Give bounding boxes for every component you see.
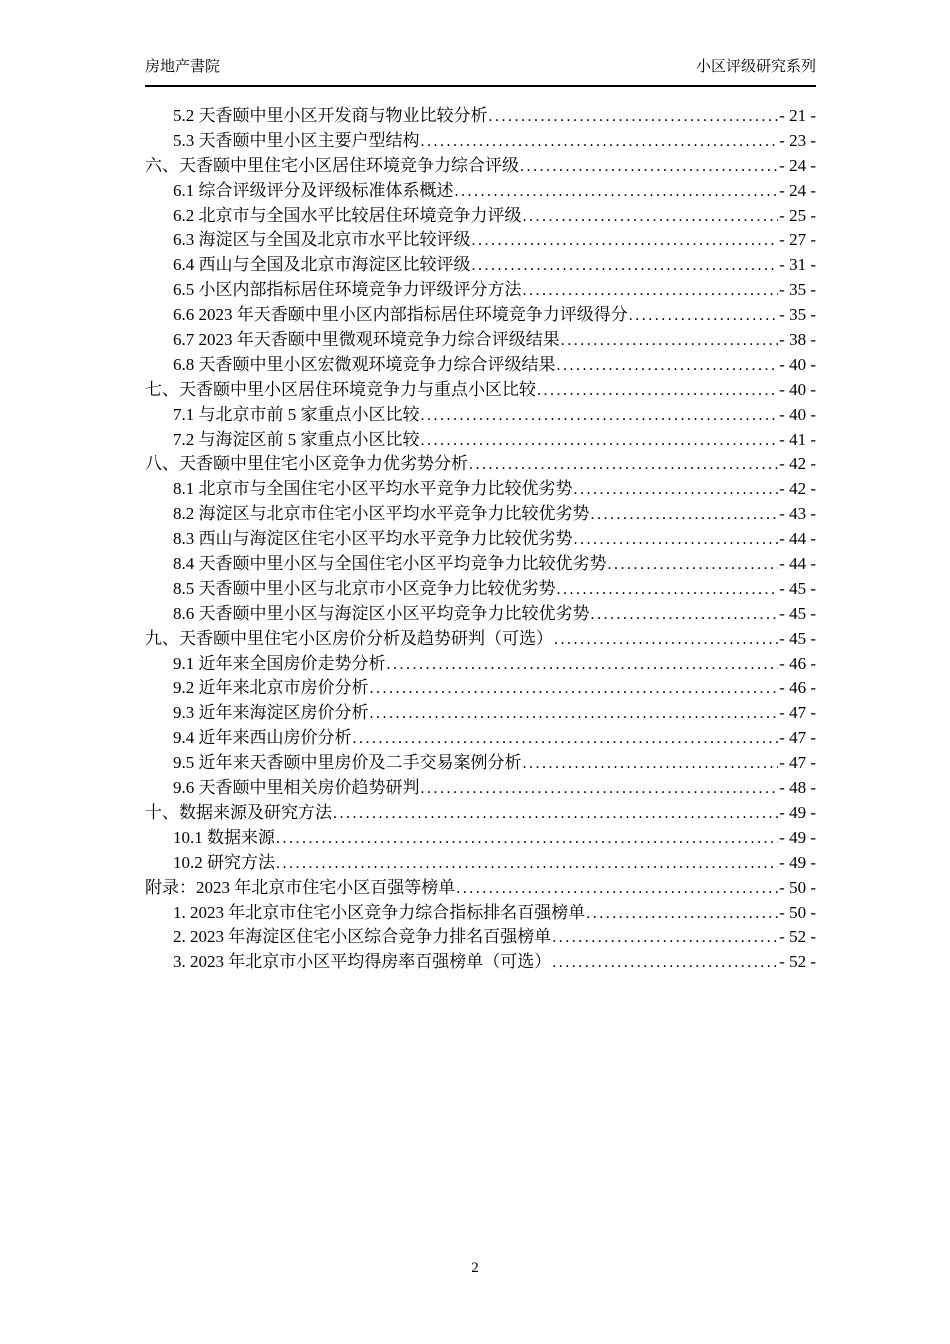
toc-entry-label: 6.3 海淀区与全国及北京市水平比较评级 (173, 230, 471, 250)
toc-entry (145, 499, 816, 524)
toc-entry (145, 873, 816, 898)
toc-leader-dots (608, 554, 779, 574)
toc-entry-page: - 46 - (779, 678, 816, 698)
toc-entry (145, 126, 816, 151)
toc-entry-label: 6.2 北京市与全国水平比较居住环境竞争力评级 (173, 205, 522, 225)
toc-leader-dots (591, 604, 779, 624)
toc-leader-dots (557, 579, 779, 599)
toc-entry-page: - 46 - (779, 653, 816, 673)
toc-entry-label: 10.2 研究方法 (173, 852, 275, 872)
toc-entry (145, 400, 816, 425)
toc-entry (145, 375, 816, 400)
toc-entry (145, 823, 816, 848)
toc-entry-page: - 21 - (779, 106, 816, 125)
toc-entry-page: - 49 - (779, 802, 816, 822)
toc-entry-page: - 31 - (779, 255, 816, 275)
toc-entry (145, 225, 816, 250)
header-right-title: 小区评级研究系列 (695, 59, 816, 75)
toc-leader-dots (520, 156, 778, 176)
toc-entry-label: 9.4 近年来西山房价分析 (173, 728, 352, 748)
toc-leader-dots (276, 853, 778, 873)
toc-entry-label: 九、天香颐中里住宅小区房价分析及趋势研判（可选） (145, 628, 553, 648)
toc-entry-page: - 40 - (779, 354, 816, 374)
toc-leader-dots (557, 355, 779, 375)
toc-entry-page: - 24 - (779, 180, 816, 200)
toc-entry-label: 3. 2023 年北京市小区平均得房率百强榜单（可选） (173, 952, 552, 972)
toc-entry-page: - 43 - (779, 504, 816, 524)
toc-entry-page: - 40 - (779, 404, 816, 424)
toc-entry-page: - 52 - (779, 952, 816, 972)
toc-leader-dots (370, 703, 779, 723)
toc-entry (145, 250, 816, 275)
toc-entry-page: - 49 - (779, 852, 816, 872)
toc-entry-label: 9.1 近年来全国房价走势分析 (173, 653, 386, 673)
toc-leader-dots (421, 405, 779, 425)
toc-entry-label: 10.1 数据来源 (173, 827, 275, 847)
toc-entry (145, 325, 816, 350)
toc-entry-label: 8.6 天香颐中里小区与海淀区小区平均竞争力比较优劣势 (173, 603, 590, 623)
toc-entry-page: - 23 - (779, 130, 816, 150)
toc-entry (145, 574, 816, 599)
toc-entry-label: 9.6 天香颐中里相关房价趋势研判 (173, 778, 420, 798)
toc-leader-dots (591, 504, 779, 524)
toc-entry-page: - 44 - (779, 529, 816, 549)
toc-entry-page: - 24 - (779, 155, 816, 175)
toc-leader-dots (552, 927, 778, 947)
toc-entry-label: 9.5 近年来天香颐中里房价及二手交易案例分析 (173, 753, 522, 773)
toc-entry-label: 8.2 海淀区与北京市住宅小区平均水平竞争力比较优劣势 (173, 504, 590, 524)
toc-entry-page: - 49 - (779, 827, 816, 847)
toc-leader-dots (421, 430, 779, 450)
toc-leader-dots (523, 280, 779, 300)
toc-leader-dots (276, 828, 778, 848)
toc-entry-page: - 42 - (779, 454, 816, 474)
toc-entry-label: 8.5 天香颐中里小区与北京市小区竞争力比较优劣势 (173, 578, 556, 598)
toc-entry (145, 748, 816, 773)
toc-entry (145, 275, 816, 300)
toc-leader-dots (523, 206, 779, 226)
toc-entry (145, 425, 816, 450)
toc-entry-page: - 35 - (779, 305, 816, 325)
toc-leader-dots (387, 654, 779, 674)
toc-entry-label: 5.2 天香颐中里小区开发商与物业比较分析 (173, 106, 488, 125)
toc-leader-dots (561, 330, 778, 350)
toc-entry (145, 449, 816, 474)
toc-entry (145, 649, 816, 674)
toc-entry-label: 八、天香颐中里住宅小区竞争力优劣势分析 (145, 454, 468, 474)
toc-entry (145, 101, 816, 126)
toc-leader-dots (421, 131, 779, 151)
toc-leader-dots (472, 255, 779, 275)
toc-entry (145, 599, 816, 624)
toc-entry-page: - 41 - (779, 429, 816, 449)
toc-leader-dots (489, 106, 779, 126)
toc-entry-page: - 40 - (779, 379, 816, 399)
toc-entry-label: 1. 2023 年北京市住宅小区竞争力综合指标排名百强榜单 (173, 902, 586, 922)
toc-entry (145, 524, 816, 549)
toc-leader-dots (469, 454, 778, 474)
toc-entry-page: - 27 - (779, 230, 816, 250)
toc-entry-label: 8.1 北京市与全国住宅小区平均水平竞争力比较优劣势 (173, 479, 573, 499)
toc-entry-label: 6.6 2023 年天香颐中里小区内部指标居住环境竞争力评级得分 (173, 305, 628, 325)
toc-entry-label: 七、天香颐中里小区居住环境竞争力与重点小区比较 (145, 379, 536, 399)
toc-entry-page: - 42 - (779, 479, 816, 499)
toc-entry (145, 300, 816, 325)
toc-leader-dots (554, 629, 778, 649)
toc-entry-page: - 50 - (779, 902, 816, 922)
toc-entry-label: 六、天香颐中里住宅小区居住环境竞争力综合评级 (145, 155, 519, 175)
page-number: 2 (471, 1260, 479, 1276)
toc-entry-label: 6.1 综合评级评分及评级标准体系概述 (173, 180, 454, 200)
toc-entry (145, 947, 816, 972)
toc-entry (145, 624, 816, 649)
toc-leader-dots (456, 878, 778, 898)
toc-leader-dots (333, 803, 778, 823)
toc-leader-dots (574, 529, 779, 549)
toc-entry-page: - 38 - (779, 330, 816, 350)
toc-leader-dots (537, 380, 778, 400)
toc-entry-label: 8.3 西山与海淀区住宅小区平均水平竞争力比较优劣势 (173, 529, 573, 549)
toc-leader-dots (552, 952, 778, 972)
toc-entry (145, 151, 816, 176)
toc-leader-dots (574, 479, 779, 499)
toc-entry-label: 附录：2023 年北京市住宅小区百强等榜单 (145, 877, 456, 897)
toc-entry-page: - 45 - (779, 578, 816, 598)
toc-entry (145, 798, 816, 823)
toc-entry (145, 723, 816, 748)
toc-entry-page: - 44 - (779, 554, 816, 574)
toc-entry-page: - 50 - (779, 877, 816, 897)
toc-entry-page: - 47 - (779, 703, 816, 723)
header-left-title: 房地产書院 (145, 59, 221, 75)
toc-entry (145, 898, 816, 923)
toc-entry (145, 201, 816, 226)
toc-entry-page: - 45 - (779, 603, 816, 623)
toc-leader-dots (370, 678, 779, 698)
toc-entry-label: 2. 2023 年海淀区住宅小区综合竞争力排名百强榜单 (173, 927, 552, 947)
page-footer (0, 1260, 950, 1277)
toc-entry (145, 673, 816, 698)
toc-entry-label: 6.8 天香颐中里小区宏微观环境竞争力综合评级结果 (173, 354, 556, 374)
toc-entry-label: 9.3 近年来海淀区房价分析 (173, 703, 369, 723)
toc-entry-label: 9.2 近年来北京市房价分析 (173, 678, 369, 698)
page-header (145, 56, 816, 87)
toc-entry (145, 549, 816, 574)
toc-entry-page: - 47 - (779, 728, 816, 748)
toc-entry-label: 5.3 天香颐中里小区主要户型结构 (173, 130, 420, 150)
toc-entry (145, 698, 816, 723)
table-of-contents (145, 101, 816, 972)
toc-entry (145, 848, 816, 873)
toc-entry (145, 176, 816, 201)
toc-entry-label: 十、数据来源及研究方法 (145, 802, 332, 822)
toc-entry-label: 6.7 2023 年天香颐中里微观环境竞争力综合评级结果 (173, 330, 560, 350)
toc-leader-dots (421, 778, 779, 798)
toc-entry (145, 350, 816, 375)
toc-leader-dots (472, 230, 779, 250)
toc-leader-dots (523, 753, 779, 773)
toc-entry-page: - 25 - (779, 205, 816, 225)
toc-entry-label: 8.4 天香颐中里小区与全国住宅小区平均竞争力比较优劣势 (173, 554, 607, 574)
toc-entry-page: - 35 - (779, 280, 816, 300)
toc-entry-page: - 52 - (779, 927, 816, 947)
toc-entry (145, 474, 816, 499)
toc-entry-label: 6.4 西山与全国及北京市海淀区比较评级 (173, 255, 471, 275)
toc-leader-dots (455, 181, 779, 201)
toc-entry-label: 7.2 与海淀区前 5 家重点小区比较 (173, 429, 420, 449)
toc-entry-label: 7.1 与北京市前 5 家重点小区比较 (173, 404, 420, 424)
toc-entry-page: - 47 - (779, 753, 816, 773)
toc-entry-page: - 48 - (779, 778, 816, 798)
toc-leader-dots (353, 728, 779, 748)
toc-entry-label: 6.5 小区内部指标居住环境竞争力评级评分方法 (173, 280, 522, 300)
toc-leader-dots (586, 903, 778, 923)
toc-entry (145, 773, 816, 798)
toc-leader-dots (629, 305, 778, 325)
toc-entry-page: - 45 - (779, 628, 816, 648)
toc-entry (145, 922, 816, 947)
